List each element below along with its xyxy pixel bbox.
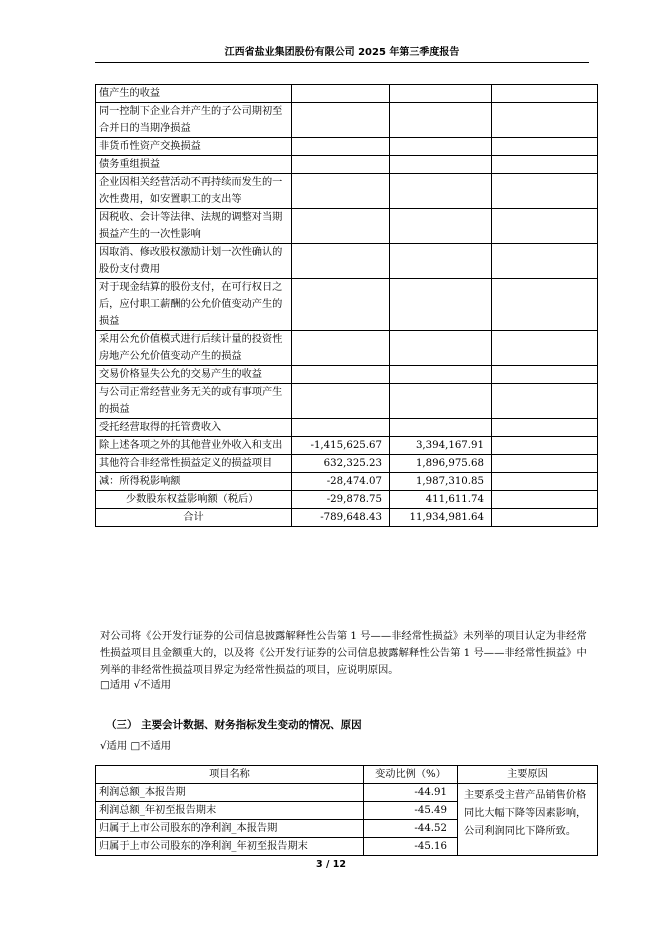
table-row: [96, 103, 598, 138]
change-item-cell: 归属于上市公司股东的净利润_年初至报告期末: [96, 838, 364, 856]
note-cell: [492, 419, 598, 437]
current-period-cell: [292, 174, 390, 209]
note-cell: [492, 209, 598, 244]
year-to-date-cell: [390, 85, 492, 103]
note-cell: [492, 103, 598, 138]
item-cell: 值产生的收益: [96, 85, 292, 103]
change-item-cell: 利润总额_年初至报告期末: [96, 802, 364, 820]
year-to-date-cell: 1,896,975.68: [390, 455, 492, 473]
current-period-cell: 632,325.23: [292, 455, 390, 473]
table-row: [96, 455, 598, 473]
table-row: [96, 209, 598, 244]
year-to-date-cell: [390, 103, 492, 138]
year-to-date-cell: [390, 366, 492, 384]
table-row: [96, 85, 598, 103]
main-reason-cell: 主要系受主营产品销售价格同比大幅下降等因素影响，公司利润同比下降所致。: [458, 784, 598, 856]
table-row: [96, 331, 598, 366]
table-row: [96, 419, 598, 437]
table-row: [96, 384, 598, 419]
change-item-cell: 归属于上市公司股东的净利润_本报告期: [96, 820, 364, 838]
item-cell: 采用公允价值模式进行后续计量的投资性房地产公允价值变动产生的损益: [96, 331, 292, 366]
table-row: [96, 174, 598, 209]
note-cell: [492, 473, 598, 491]
item-cell: 因取消、修改股权激励计划一次性确认的股份支付费用: [96, 244, 292, 279]
applicability-checkbox-1: □适用 √不适用: [100, 679, 172, 691]
header-change-ratio: 变动比例（%）: [364, 766, 458, 784]
item-cell: 除上述各项之外的其他营业外收入和支出: [96, 437, 292, 455]
current-period-cell: [292, 331, 390, 366]
section-3-heading: （三） 主要会计数据、财务指标发生变动的情况、原因: [106, 719, 362, 731]
change-ratio-cell: -45.16: [364, 838, 458, 856]
current-period-cell: [292, 419, 390, 437]
change-item-cell: 利润总额_本报告期: [96, 784, 364, 802]
current-period-cell: [292, 103, 390, 138]
note-cell: [492, 279, 598, 331]
item-cell: 因税收、会计等法律、法规的调整对当期损益产生的一次性影响: [96, 209, 292, 244]
year-to-date-cell: 1,987,310.85: [390, 473, 492, 491]
note-cell: [492, 85, 598, 103]
item-cell: 债务重组损益: [96, 156, 292, 174]
year-to-date-cell: [390, 331, 492, 366]
item-cell: 非货币性资产交换损益: [96, 138, 292, 156]
table-row: [96, 509, 598, 527]
note-cell: [492, 384, 598, 419]
page-number: 3 / 12: [316, 859, 346, 870]
note-cell: [492, 491, 598, 509]
explanation-paragraph: 对公司将《公开发行证券的公司信息披露解释性公告第 1 号——非经常性损益》未列举的项目认定为非经常性损益项目且金额重大的，以及将《公开发行证券的公司信息披露解释性公告第 1 号——非经常性损益》中列举的非经常性损益项目界定为经常性损益的项目，应说明原因。: [100, 630, 587, 676]
note-cell: [492, 455, 598, 473]
applicability-checkbox-2: √适用 □不适用: [100, 740, 172, 752]
item-cell: 同一控制下企业合并产生的子公司期初至合并日的当期净损益: [96, 103, 292, 138]
year-to-date-cell: [390, 244, 492, 279]
item-cell: 交易价格显失公允的交易产生的收益: [96, 366, 292, 384]
item-cell: 企业因相关经营活动不再持续而发生的一次性费用，如安置职工的支出等: [96, 174, 292, 209]
note-cell: [492, 244, 598, 279]
note-cell: [492, 509, 598, 527]
item-cell: 少数股东权益影响额（税后）: [96, 491, 292, 509]
item-cell: 合计: [96, 509, 292, 527]
table-row: [96, 138, 598, 156]
table-row: [96, 784, 598, 802]
table-row: [96, 156, 598, 174]
current-period-cell: [292, 209, 390, 244]
table-row: [96, 244, 598, 279]
current-period-cell: [292, 244, 390, 279]
year-to-date-cell: [390, 209, 492, 244]
year-to-date-cell: 411,611.74: [390, 491, 492, 509]
change-reason-table: [95, 765, 598, 856]
year-to-date-cell: [390, 279, 492, 331]
current-period-cell: [292, 85, 390, 103]
table-row: [96, 366, 598, 384]
current-period-cell: -789,648.43: [292, 509, 390, 527]
header-main-reason: 主要原因: [458, 766, 598, 784]
change-ratio-cell: -44.52: [364, 820, 458, 838]
table-row: [96, 279, 598, 331]
current-period-cell: [292, 156, 390, 174]
item-cell: 减：所得税影响额: [96, 473, 292, 491]
item-cell: 受托经营取得的托管费收入: [96, 419, 292, 437]
note-cell: [492, 331, 598, 366]
change-ratio-cell: -44.91: [364, 784, 458, 802]
item-cell: 对于现金结算的股份支付，在可行权日之后，应付职工薪酬的公允价值变动产生的损益: [96, 279, 292, 331]
header-item-name: 项目名称: [96, 766, 364, 784]
current-period-cell: [292, 366, 390, 384]
year-to-date-cell: [390, 138, 492, 156]
current-period-cell: -29,878.75: [292, 491, 390, 509]
note-cell: [492, 437, 598, 455]
current-period-cell: -28,474.07: [292, 473, 390, 491]
note-cell: [492, 174, 598, 209]
change-ratio-cell: -45.49: [364, 802, 458, 820]
nonrecurring-items-table: [95, 84, 598, 527]
table-row: [96, 437, 598, 455]
current-period-cell: [292, 384, 390, 419]
item-cell: 其他符合非经常性损益定义的损益项目: [96, 455, 292, 473]
year-to-date-cell: [390, 384, 492, 419]
current-period-cell: [292, 138, 390, 156]
change-table-header-row: [96, 766, 598, 784]
year-to-date-cell: [390, 156, 492, 174]
year-to-date-cell: [390, 419, 492, 437]
note-cell: [492, 138, 598, 156]
note-cell: [492, 156, 598, 174]
current-period-cell: -1,415,625.67: [292, 437, 390, 455]
year-to-date-cell: [390, 174, 492, 209]
current-period-cell: [292, 279, 390, 331]
note-cell: [492, 366, 598, 384]
table-row: [96, 473, 598, 491]
table-row: [96, 491, 598, 509]
year-to-date-cell: 11,934,981.64: [390, 509, 492, 527]
page-header: 江西省盐业集团股份有限公司 2025 年第三季度报告: [95, 44, 589, 63]
year-to-date-cell: 3,394,167.91: [390, 437, 492, 455]
item-cell: 与公司正常经营业务无关的或有事项产生的损益: [96, 384, 292, 419]
